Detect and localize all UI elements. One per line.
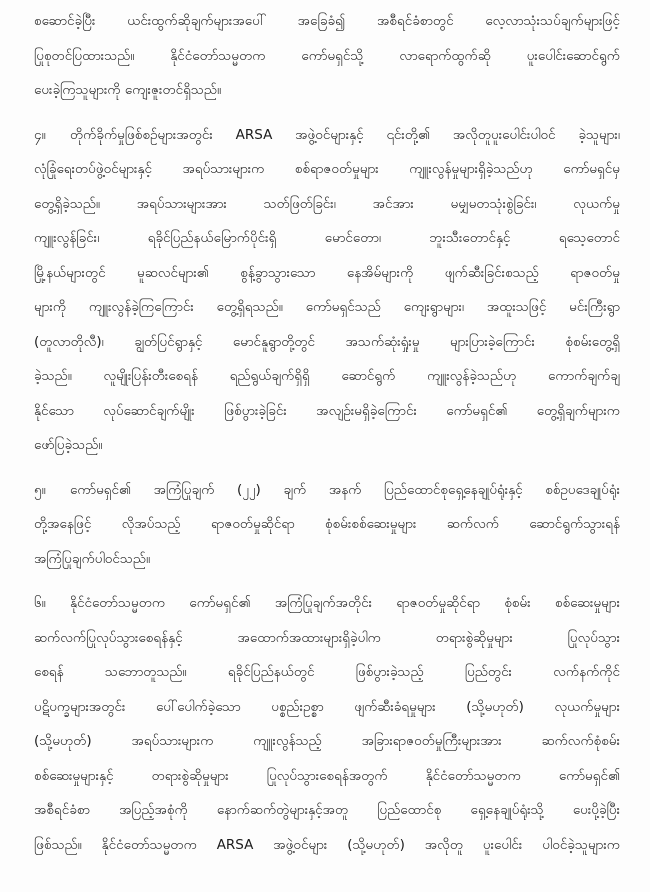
text-line: လုံခြုံရေးတပ်ဖွဲ့ဝင်များနှင့် အရပ်သားများက စစ်ရာဇဝတ်မှုများ ကျူးလွန်မှုများရှိခဲ့သည်ဟု ကော်မရှင်မှ [34, 161, 620, 177]
text-line: တို့အနေဖြင့် လိုအပ်သည့် ရာဇဝတ်မှုဆိုင်ရာ စုံစမ်းစစ်ဆေးမှုများ ဆက်လက် ဆောင်ရွက်သွားရန် [34, 516, 620, 532]
text-line: ခဲ့သည်။ လူမျိုးပြန်းတီးစေရန် ရည်ရွယ်ချက်ရှိရှိ ဆောင်ရွက် ကျူးလွန်ခဲ့သည်ဟု ကောက်ချက်ချ [34, 368, 620, 384]
text-line: (သို့မဟုတ်) အရပ်သားများက ကျူးလွန်သည့် အခြားရာဇဝတ်မှုကြီးများအား ဆက်လက်စုံစမ်း [34, 733, 620, 749]
text-line: နိုင်သော လုပ်ဆောင်ချက်မျိုး ဖြစ်ပွားခဲ့ခြင်း အလျဉ်းမရှိခဲ့ကြောင်း ကော်မရှင်၏ တွေ့ရှိချက်များက [34, 402, 620, 419]
paragraph-4 [34, 118, 620, 463]
paragraph-6 [34, 586, 620, 862]
text-line: ဆက်လက်ပြုလုပ်သွားစေရန်နှင့် အထောက်အထားများရှိခဲ့ပါက တရားစွဲဆိုမှုများ ပြုလုပ်သွား [34, 629, 620, 646]
text-line: ပဋိပက္ခများအတွင်း ပေါ်ပေါက်ခဲ့သော ပစ္စည်းဥစ္စာ ဖျက်ဆီးခံရမှုများ (သို့မဟုတ်) လုယက်မှုများ [34, 698, 620, 715]
text-line: စေရန် သဘောတူသည်။ ရခိုင်ပြည်နယ်တွင် ဖြစ်ပွားခဲ့သည့် ပြည်တွင်း လက်နက်ကိုင် [34, 664, 620, 680]
text-line-content: ကော်မရှင်၏ အကြံပြုချက် (၂၂) ချက် အနက် ပြည်ထောင်စုရှေ့နေချုပ်ရုံးနှင့် စစ်ဥပဒေချုပ်ရုံး [70, 481, 620, 498]
text-line: အကြံပြုချက်ပါဝင်သည်။ [34, 550, 151, 567]
text-line: မြို့နယ်များတွင် မူဆလင်များ၏ စွန့်ခွာသွားသော နေအိမ်များကို ဖျက်ဆီးခြင်းစသည့် ရာဇဝတ်မှု [34, 264, 620, 281]
text-line: ဖြစ်သည်။ နိုင်ငံတော်သမ္မတက ARSA အဖွဲ့ဝင်များ (သို့မဟုတ်) အလိုတူ ပူးပေါင်း ပါဝင်ခဲ့သူများက [34, 836, 620, 853]
text-line: ပေးခဲ့ကြသူများကို ကျေးဇူးတင်ရှိသည်။ [34, 82, 222, 98]
paragraph-number: ၆။ [34, 595, 46, 611]
text-line: အစီရင်ခံစာ အပြည့်အစုံကို နောက်ဆက်တွဲများနှင့်အတူ ပြည်ထောင်စု ရှေ့နေချုပ်ရုံးသို့ ပေးပို့ခဲ့ပြီး [34, 802, 620, 818]
text-line: တွေ့ရှိခဲ့သည်။ အရပ်သားများအား သတ်ဖြတ်ခြင်း၊ အင်အား မမျှမတသုံးစွဲခြင်း၊ လုယက်မှု [34, 195, 620, 212]
text-line [34, 586, 620, 621]
paragraph-number: ၅။ [34, 481, 46, 498]
text-line [34, 473, 620, 508]
text-line: ပြုစုတင်ပြထားသည်။ နိုင်ငံတော်သမ္မတက ကော်မရှင်သို့ လာရောက်ထွက်ဆို ပူးပေါင်းဆောင်ရွက် [34, 47, 620, 64]
paragraph-continuation [34, 4, 620, 108]
paragraph-5 [34, 473, 620, 577]
text-line-content: တိုက်ခိုက်မှုဖြစ်စဉ်များအတွင်း ARSA အဖွဲ့ဝင်များနှင့် ၎င်းတို့၏ အလိုတူပူးပေါင်းပါဝင် ခဲ့သူများ၊ [70, 126, 620, 143]
text-line: များကို ကျူးလွန်ခဲ့ကြကြောင်း တွေ့ရှိရသည်။ ကော်မရှင်သည် ကျေးရွာများ၊ အထူးသဖြင့် မင်းကြီးရွာ [34, 299, 620, 315]
text-line: ဖော်ပြခဲ့သည်။ [34, 437, 103, 453]
paragraph-number: ၄။ [34, 126, 46, 143]
text-line: စဆောင်ခဲ့ပြီး ယင်းထွက်ဆိုချက်များအပေါ် အခြေခံ၍ အစီရင်ခံစာတွင် လေ့လာသုံးသပ်ချက်များဖြင့် [34, 13, 620, 29]
text-line-content: နိုင်ငံတော်သမ္မတက ကော်မရှင်၏ အကြံပြုချက်အတိုင်း ရာဇဝတ်မှုဆိုင်ရာ စုံစမ်း စစ်ဆေးမှုများ [70, 595, 620, 611]
text-line: ကျူးလွန်ခြင်း၊ ရခိုင်ပြည်နယ်မြောက်ပိုင်းရှိ မောင်တော၊ ဘူးသီးတောင်နှင့် ရသေ့တောင် [34, 230, 620, 246]
text-line [34, 118, 620, 153]
text-line: စစ်ဆေးမှုများနှင့် တရားစွဲဆိုမှုများ ပြုလုပ်သွားစေရန်အတွက် နိုင်ငံတော်သမ္မတက ကော်မရှင်၏ [34, 767, 620, 784]
text-line: (တူလာတိုလီ)၊ ချွတ်ပြင်ရွာနှင့် မောင်နူရွာတို့တွင် အသက်ဆုံးရှုံးမှု များပြားခဲ့ကြောင်း စုံစမ်းတွေ့ရှိ [34, 333, 620, 350]
